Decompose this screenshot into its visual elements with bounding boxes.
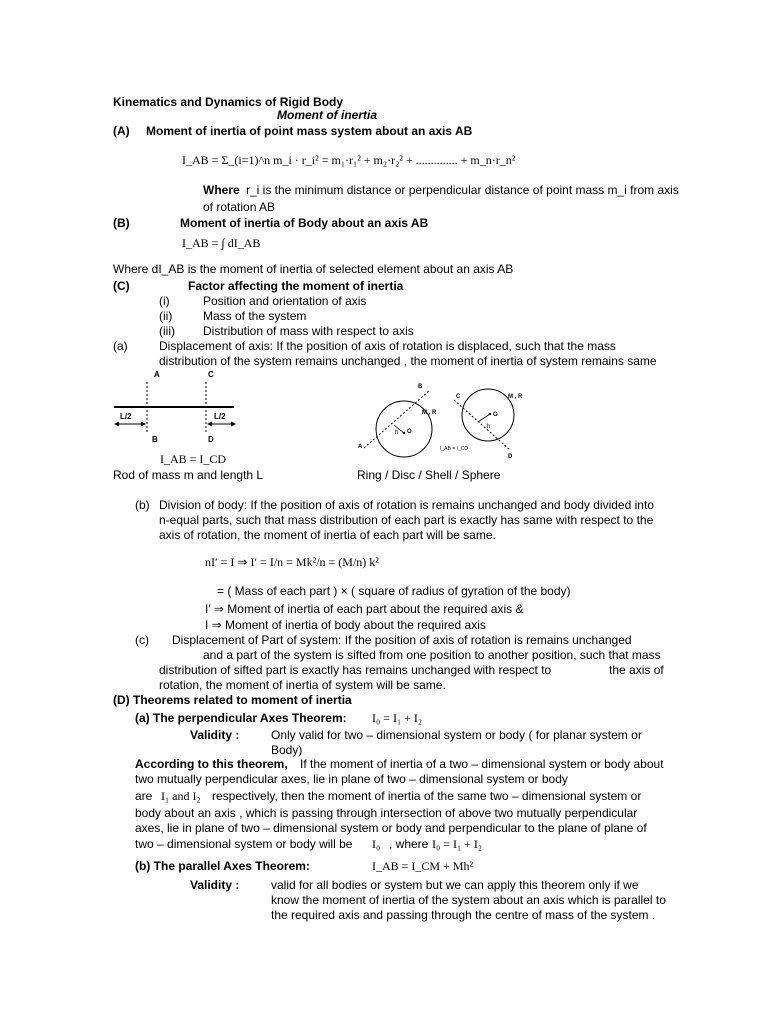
subsection-b-line1: Division of body: If the position of axis of rotation is remains unchanged and body divided into xyxy=(159,498,654,512)
center-left xyxy=(403,432,405,434)
division-formula: nI′ = I ⇒ I′ = I/n = Mk²/n = (M/n) k² xyxy=(205,555,379,569)
perpendicular-formula: I₀ = I₁ + I₂ xyxy=(372,711,423,725)
arrowhead-left xyxy=(114,422,119,427)
perpendicular-validity1: Only valid for two – dimensional system or body ( for planar system or xyxy=(271,728,642,742)
division-def1: = ( Mass of each part ) × ( square of radius of gyration of the body) xyxy=(217,584,571,598)
ring-label-b: B xyxy=(418,384,423,390)
perpendicular-heading: (a) The perpendicular Axes Theorem: xyxy=(135,711,347,725)
according-line4: body about an axis , which is passing through intersection of above two mutually perpendicular xyxy=(135,806,638,820)
subsection-a-label: (a) xyxy=(113,339,128,353)
section-a-where-line1: r_i is the minimum distance or perpendicular distance of point mass m_i from axis xyxy=(246,183,679,197)
ring-label-h-right: h xyxy=(487,424,491,430)
ring-label-a: A xyxy=(358,444,363,450)
ring-label-mr-right: M , R xyxy=(508,394,523,400)
according-line3a: are xyxy=(135,789,153,803)
factor-text: Mass of the system xyxy=(203,309,307,323)
label-half-left: L/2 xyxy=(120,412,132,421)
section-b-formula: I_AB = ∫ dI_AB xyxy=(182,236,261,250)
division-def2: I′ ⇒ Moment of inertia of each part about the required axis & xyxy=(205,602,524,616)
according-line3b: respectively, then the moment of inertia of the same two – dimensional system or xyxy=(212,789,642,803)
section-a-heading: Moment of inertia of point mass system about an axis AB xyxy=(146,124,473,138)
subsection-c-line1: Displacement of Part of system: If the position of axis of rotation is remains unchanged xyxy=(172,633,632,647)
section-c-heading: Factor affecting the moment of inertia xyxy=(188,279,404,293)
validity-label: Validity : xyxy=(190,728,240,742)
section-a-where: Where xyxy=(203,183,240,197)
subsection-c-line3b: the axis of xyxy=(609,663,664,677)
according-line6a: two – dimensional system or body will be xyxy=(135,837,353,851)
according-line6b: , where xyxy=(389,837,429,851)
ring-equation: I_AB = I_CD xyxy=(440,446,468,452)
perpendicular-validity2: Body) xyxy=(271,743,303,757)
section-a-label: (A) xyxy=(113,124,130,138)
factor-text: Distribution of mass with respect to axis xyxy=(203,324,414,338)
according-line2: two mutually perpendicular axes, lie in plane of two – dimensional system or body xyxy=(135,772,568,786)
according-line6-eq1: I₀ xyxy=(372,837,381,851)
document-subtitle: Moment of inertia xyxy=(277,108,378,122)
label-c: C xyxy=(208,370,214,379)
ring-label-h-left: h xyxy=(395,430,399,436)
according-line1: If the moment of inertia of a two – dimensional system or body about xyxy=(300,757,664,771)
according-line5: axes, lie in plane of two – dimensional system or body and perpendicular to the plane of plane of xyxy=(135,821,647,835)
axis-cd-ring xyxy=(454,400,510,450)
according-line6-eq2: I₀ = I₁ + I₂ xyxy=(432,837,483,851)
rod-equation: I_AB = I_CD xyxy=(160,452,227,466)
subsection-b-line2: n-equal parts, such that mass distribution of each part is exactly has same with respect to the xyxy=(159,513,654,527)
subsection-a-line1: Displacement of axis: If the position of axis of rotation is displaced, such that the mass xyxy=(159,339,616,353)
section-c-label: (C) xyxy=(113,279,130,293)
section-a-formula: I_AB = Σ_(i=1)^n m_i · r_i² = m₁·r₁² + m₂·r₂² + .............. + m_n·r_n² xyxy=(182,153,516,167)
factor-num: (ii) xyxy=(159,309,173,323)
subsection-a-line2: distribution of the system remains unchanged , the moment of inertia of system remains same xyxy=(159,354,657,368)
ring-label-o-right: O xyxy=(493,412,498,418)
center-right xyxy=(489,413,491,415)
section-b-where: Where dI_AB is the moment of inertia of selected element about an axis AB xyxy=(113,262,514,276)
h-line-right xyxy=(478,414,490,422)
subsection-b-line3: axis of rotation, the moment of inertia of each part will be same. xyxy=(159,528,496,542)
validity-label: Validity : xyxy=(190,878,240,892)
subsection-c-label: (c) xyxy=(135,633,149,647)
axis-ab-ring xyxy=(364,390,430,448)
arrowhead-right xyxy=(207,422,212,427)
label-a: A xyxy=(154,370,160,379)
parallel-formula: I_AB = I_CM + Mh² xyxy=(372,859,474,873)
document-title: Kinematics and Dynamics of Rigid Body xyxy=(113,95,344,109)
label-b: B xyxy=(152,435,158,444)
section-a-where-line2: of rotation AB xyxy=(203,200,276,214)
section-d-heading: (D) Theorems related to moment of inertia xyxy=(113,693,352,707)
label-half-right: L/2 xyxy=(214,412,226,421)
subsection-c-line2: and a part of the system is sifted from one position to another position, such that mass xyxy=(203,648,661,662)
division-def3: I ⇒ Moment of inertia of body about the required axis xyxy=(205,618,486,632)
factor-text: Position and orientation of axis xyxy=(203,294,367,308)
parallel-validity2: know the moment of inertia of the system about an axis which is parallel to xyxy=(271,893,666,907)
parallel-validity1: valid for all bodies or system but we can apply this theorem only if we xyxy=(271,878,639,892)
parallel-validity3: the required axis and passing through the centre of mass of the system . xyxy=(271,908,656,922)
subsection-c-line4: rotation, the moment of inertia of system will be same. xyxy=(159,678,446,692)
ring-caption: Ring / Disc / Shell / Sphere xyxy=(357,468,501,482)
ring-label-mr-left: M , R xyxy=(422,410,437,416)
label-d: D xyxy=(208,435,214,444)
factor-num: (iii) xyxy=(159,324,175,338)
according-line3-eq: I₁ and I₂ xyxy=(161,789,201,803)
parallel-heading: (b) The parallel Axes Theorem: xyxy=(135,859,310,873)
subsection-b-label: (b) xyxy=(135,498,150,512)
factor-num: (i) xyxy=(159,294,170,308)
ring-diagram xyxy=(350,378,540,464)
section-b-label: (B) xyxy=(113,216,130,230)
arrowhead-right-end xyxy=(231,422,236,427)
subsection-c-line3: distribution of sifted part is exactly has remains unchanged with respect to xyxy=(159,663,552,677)
rod-caption: Rod of mass m and length L xyxy=(113,468,264,482)
ring-label-d: D xyxy=(508,454,513,460)
according-bold: According to this theorem, xyxy=(135,757,288,771)
ring-label-c: C xyxy=(456,394,461,400)
ring-label-o-left: O xyxy=(407,429,412,435)
rod-diagram xyxy=(110,366,240,464)
arrowhead-left-end xyxy=(141,422,146,427)
section-b-heading: Moment of inertia of Body about an axis AB xyxy=(180,216,429,230)
